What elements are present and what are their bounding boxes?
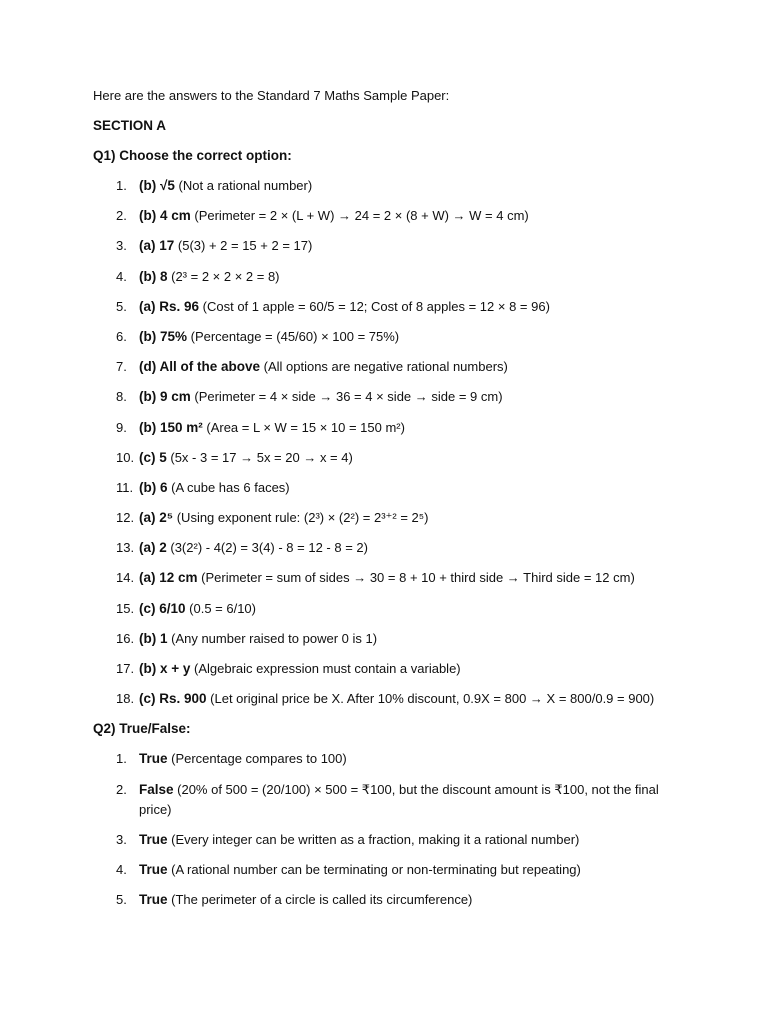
list-item-number: 9. (116, 419, 127, 435)
list-item (93, 176, 683, 196)
answer-explanation: (Cost of 1 apple = 60/5 = 12; Cost of 8 apples = 12 × 8 = 96) (199, 298, 550, 314)
list-item (93, 689, 683, 709)
list-item-number: 10. (116, 449, 135, 465)
list-item-number: 12. (116, 510, 135, 526)
list-item (93, 860, 683, 880)
answer-explanation: (Perimeter = sum of sides → 30 = 8 + 10 + third side → Third side = 12 cm) (197, 570, 635, 586)
answer-choice: (b) 6 (139, 479, 168, 495)
answer-explanation: (A rational number can be terminating or non-terminating but repeating) (167, 861, 581, 877)
list-item-number: 3. (116, 831, 127, 847)
answer-choice: True (139, 892, 168, 908)
answer-choice: (b) √5 (139, 178, 175, 193)
list-item (93, 267, 683, 287)
list-item (93, 659, 683, 679)
list-item-number: 1. (116, 751, 127, 767)
q2-answer-list (93, 749, 683, 910)
list-item (93, 418, 683, 438)
answer-choice: (b) 1 (139, 630, 168, 646)
answer-explanation: (5x - 3 = 17 → 5x = 20 → x = 4) (166, 449, 353, 465)
answer-explanation: (20% of 500 = (20/100) × 500 = ₹100, but the discount amount is ₹100, not the final price) (139, 781, 659, 817)
list-item (93, 890, 683, 910)
answer-choice: True (139, 831, 168, 847)
list-item-number: 2. (116, 208, 127, 224)
list-item-number: 4. (116, 861, 127, 877)
list-item-number: 17. (116, 661, 135, 676)
answer-choice: (b) x + y (139, 661, 191, 676)
answer-choice: (b) 9 cm (139, 389, 191, 405)
list-item (93, 538, 683, 558)
answer-choice: (c) 5 (139, 449, 167, 465)
list-item-number: 7. (116, 359, 127, 375)
answer-explanation: (Not a rational number) (174, 178, 313, 193)
list-item (93, 629, 683, 649)
list-item-number: 8. (116, 389, 127, 405)
answer-choice: (a) 17 (139, 238, 175, 254)
list-item-number: 13. (116, 540, 135, 556)
intro-text: Here are the answers to the Standard 7 Maths Sample Paper: (93, 88, 450, 103)
q1-heading: Q1) Choose the correct option: (93, 148, 292, 163)
list-item-number: 2. (116, 781, 127, 797)
answer-explanation: (Perimeter = 2 × (L + W) → 24 = 2 × (8 + W) → W = 4 cm) (190, 208, 529, 224)
answer-explanation: (Let original price be X. After 10% discount, 0.9X = 800 → X = 800/0.9 = 900) (206, 691, 655, 707)
answer-explanation: (Every integer can be written as a fraction, making it a rational number) (167, 831, 580, 847)
answer-choice: (a) 2⁵ (139, 510, 174, 526)
answer-choice: (b) 8 (139, 268, 168, 284)
list-item (93, 508, 683, 528)
answer-choice: (a) 12 cm (139, 570, 198, 586)
answer-choice: (a) 2 (139, 540, 167, 556)
list-item-number: 4. (116, 268, 127, 284)
list-item (93, 387, 683, 407)
answer-explanation: (Perimeter = 4 × side → 36 = 4 × side → side = 9 cm) (190, 389, 503, 405)
list-item-number: 6. (116, 328, 127, 344)
answer-choice: (c) 6/10 (139, 600, 186, 616)
list-item (93, 780, 683, 820)
list-item-number: 5. (116, 298, 127, 314)
list-item (93, 478, 683, 498)
answer-choice: (b) 75% (139, 328, 188, 344)
list-item (93, 830, 683, 850)
answer-explanation: (3(2²) - 4(2) = 3(4) - 8 = 12 - 8 = 2) (166, 540, 368, 556)
list-item-number: 14. (116, 570, 135, 586)
list-item (93, 206, 683, 226)
answer-explanation: (A cube has 6 faces) (167, 479, 290, 495)
answer-choice: True (139, 861, 168, 877)
answer-explanation: (Any number raised to power 0 is 1) (167, 630, 378, 646)
list-item (93, 297, 683, 317)
list-item (93, 599, 683, 619)
list-item-number: 18. (116, 691, 135, 707)
answer-choice: (a) Rs. 96 (139, 298, 200, 314)
list-item (93, 568, 683, 588)
list-item-number: 3. (116, 238, 127, 254)
list-item (93, 448, 683, 468)
answer-explanation: (All options are negative rational numbers) (260, 359, 508, 375)
answer-explanation: (0.5 = 6/10) (185, 600, 256, 616)
answer-explanation: (Using exponent rule: (2³) × (2²) = 2³⁺² = 2⁵) (173, 510, 429, 526)
list-item-number: 11. (116, 479, 134, 495)
list-item-number: 5. (116, 892, 127, 908)
list-item (93, 236, 683, 256)
document-page (93, 86, 683, 920)
answer-choice: (b) 150 m² (139, 419, 203, 435)
list-item-number: 1. (116, 178, 127, 193)
list-item (93, 749, 683, 769)
answer-choice: (c) Rs. 900 (139, 691, 207, 707)
q1-answer-list (93, 176, 683, 709)
answer-choice: (d) All of the above (139, 359, 260, 375)
answer-explanation: (The perimeter of a circle is called its circumference) (167, 892, 473, 908)
list-item (93, 357, 683, 377)
answer-choice: False (139, 781, 174, 797)
list-item-number: 16. (116, 630, 135, 646)
answer-choice: (b) 4 cm (139, 208, 191, 224)
q2-heading: Q2) True/False: (93, 721, 191, 737)
answer-explanation: (5(3) + 2 = 15 + 2 = 17) (174, 238, 313, 254)
answer-explanation: (Percentage = (45/60) × 100 = 75%) (187, 328, 400, 344)
answer-choice: True (139, 751, 168, 767)
answer-explanation: (Algebraic expression must contain a variable) (190, 661, 461, 676)
answer-explanation: (2³ = 2 × 2 × 2 = 8) (167, 268, 280, 284)
answer-explanation: (Percentage compares to 100) (167, 751, 347, 767)
section-title: SECTION A (93, 118, 167, 133)
list-item (93, 327, 683, 347)
list-item-number: 15. (116, 600, 135, 616)
answer-explanation: (Area = L × W = 15 × 10 = 150 m²) (202, 419, 405, 435)
